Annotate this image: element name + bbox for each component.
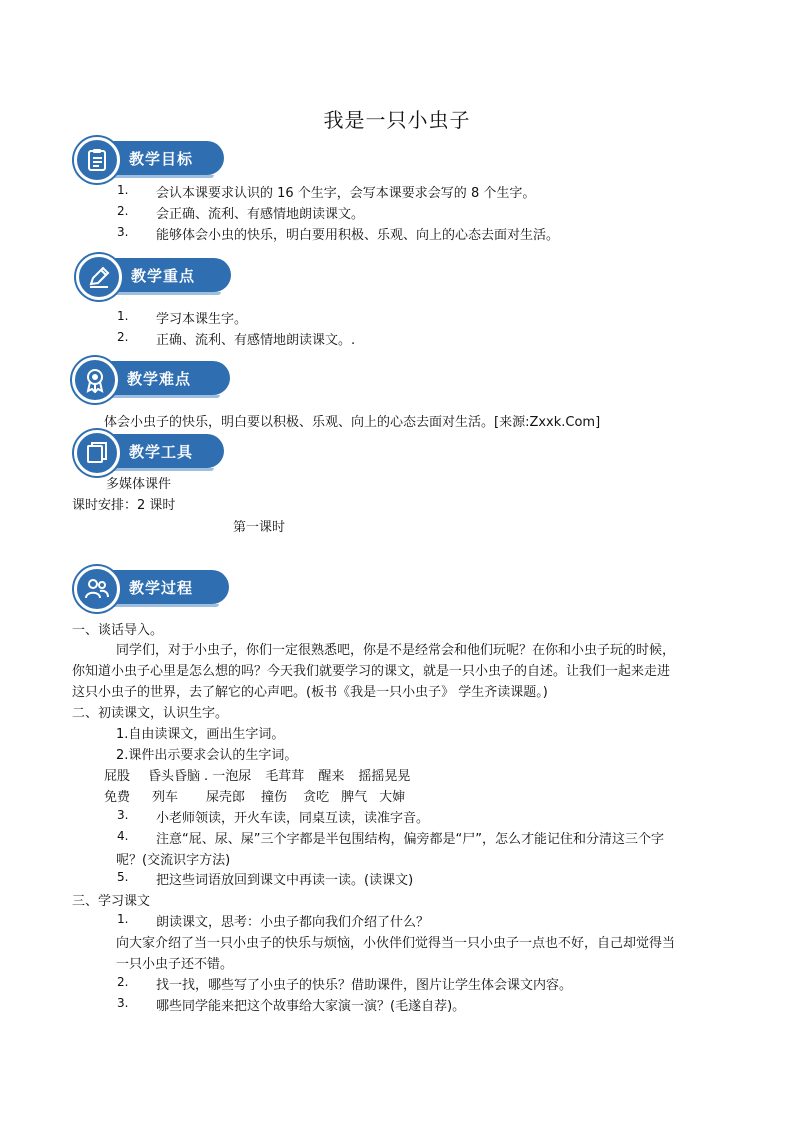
goal-num-3: 3.: [117, 225, 129, 239]
s2-item-4-line-2: 呢？(交流识字方法): [116, 853, 231, 868]
documents-icon: [74, 430, 120, 476]
s3-item-1-answer-line-1: 向大家介绍了当一只小虫子的快乐与烦恼，小伙伴们觉得当一只小虫子一点也不好，自己却觉得当: [116, 936, 676, 951]
focus-title: 教学重点: [131, 267, 196, 285]
tools-banner: [74, 430, 224, 470]
s3-item-3: 哪些同学能来把这个故事给大家演一演？(毛遂自荐)。: [156, 999, 466, 1014]
s2-item-4-line-1: 注意“屁、尿、屎”三个字都是半包围结构，偏旁都是“尸”，怎么才能记住和分清这三个字: [156, 832, 664, 847]
goals-banner: [74, 137, 224, 177]
section-1-para-line-3: 这只小虫子的世界，去了解它的心声吧。(板书《我是一只小虫子》 学生齐读课题。): [72, 685, 548, 700]
goal-num-1: 1.: [117, 183, 129, 197]
s3-num-1: 1.: [117, 912, 129, 926]
word: 脾气: [341, 790, 368, 805]
section-2-heading: 二、初读课文，认识生字。: [72, 706, 229, 721]
difficulty-banner: [72, 357, 230, 397]
word-row-2: [104, 786, 405, 805]
process-title: 教学过程: [129, 579, 194, 597]
goal-item-2: 会正确、流利、有感情地朗读课文。: [156, 207, 365, 222]
focus-banner: [76, 254, 231, 294]
section-1-para-line-1: 同学们，对于小虫子，你们一定很熟悉吧，你是不是经常会和他们玩呢？在你和小虫子玩的时候，: [116, 643, 676, 658]
s3-item-1: 朗读课文，思考：小虫子都向我们介绍了什么？: [156, 915, 430, 930]
word: 撞伤: [261, 790, 288, 805]
pencil-icon: [76, 254, 122, 300]
schedule-text: 课时安排：2 课时: [72, 498, 176, 513]
lesson-heading: 第一课时: [233, 520, 286, 535]
focus-num-1: 1.: [117, 309, 129, 323]
word: . 一泡尿: [204, 769, 252, 784]
word: 大婶: [379, 790, 406, 805]
s3-item-2: 找一找，哪些写了小虫子的快乐？借助课件，图片让学生体会课文内容。: [156, 978, 573, 993]
tools-title: 教学工具: [129, 443, 194, 461]
s3-num-3: 3.: [117, 996, 129, 1010]
goal-item-3: 能够体会小虫的快乐，明白要用积极、乐观、向上的心态去面对生活。: [156, 228, 560, 243]
focus-item-2: 正确、流利、有感情地朗读课文。.: [156, 333, 356, 348]
focus-num-2: 2.: [117, 330, 129, 344]
goals-title: 教学目标: [129, 150, 194, 168]
people-icon: [74, 566, 120, 612]
difficulty-text: 体会小虫子的快乐，明白要以积极、乐观、向上的心态去面对生活。[来源:Zxxk.Com]: [104, 415, 601, 430]
s2-num-3: 3.: [117, 808, 129, 822]
s3-num-2: 2.: [117, 975, 129, 989]
difficulty-title: 教学难点: [127, 370, 192, 388]
goal-item-1: 会认本课要求认识的 16 个生字，会写本课要求会写的 8 个生字。: [156, 186, 536, 201]
section-2-item-2: 2.课件出示要求会认的生字词。: [116, 748, 298, 763]
section-2-item-1: 1.自由读课文，画出生字词。: [116, 727, 285, 742]
process-banner: [74, 566, 229, 606]
word: 摇摇晃晃: [358, 769, 411, 784]
section-1-para-line-2: 你知道小虫子心里是怎么想的吗？今天我们就要学习的课文，就是一只小虫子的自述。让我们一起来走进: [72, 664, 671, 679]
word: 毛茸茸: [265, 769, 305, 784]
s2-item-3: 小老师领读，开火车读，同桌互读，读准字音。: [156, 811, 430, 826]
section-3-heading: 三、学习课文: [72, 894, 151, 909]
tools-text: 多媒体课件: [106, 477, 172, 492]
word: 免费: [104, 790, 131, 805]
word: 屁股: [104, 769, 131, 784]
s2-item-5: 把这些词语放回到课文中再读一读。(读课文): [156, 873, 414, 888]
word: 醒来: [318, 769, 345, 784]
s2-num-5: 5.: [117, 870, 129, 884]
clipboard-icon: [74, 137, 120, 183]
section-1-heading: 一、谈话导入。: [72, 623, 164, 638]
word: 列车: [152, 790, 179, 805]
s2-num-4: 4.: [117, 829, 129, 843]
word-row-1: [104, 765, 410, 784]
word: 昏头昏脑: [148, 769, 201, 784]
word: 屎壳郎: [206, 790, 246, 805]
page-title: 我是一只小虫子: [323, 108, 471, 132]
award-ribbon-icon: [72, 357, 118, 403]
focus-item-1: 学习本课生字。: [156, 312, 248, 327]
goal-num-2: 2.: [117, 204, 129, 218]
s3-item-1-answer-line-2: 一只小虫子还不错。: [116, 957, 234, 972]
word: 贪吃: [303, 790, 330, 805]
